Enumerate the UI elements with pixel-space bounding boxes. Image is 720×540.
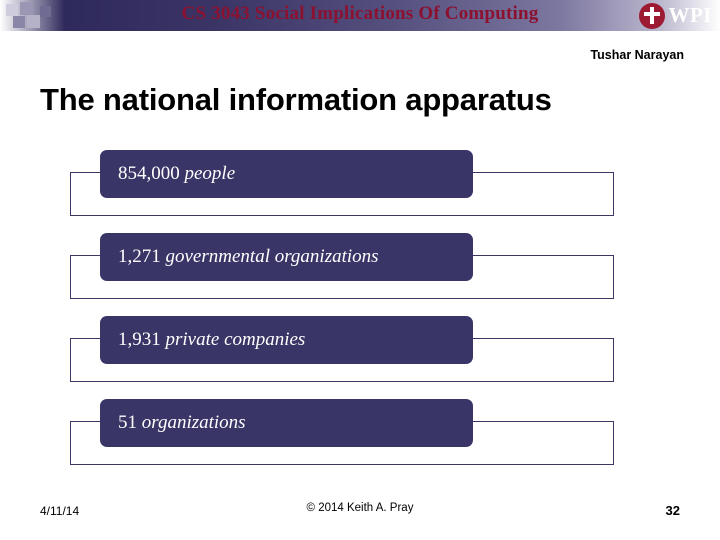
footer-page-number: 32 — [665, 503, 680, 518]
author-name: Tushar Narayan — [590, 48, 684, 62]
wpi-seal-icon — [639, 3, 665, 29]
page-title: The national information apparatus — [40, 82, 552, 117]
list-item-label: private companies — [165, 329, 306, 350]
list-item — [0, 316, 720, 399]
course-title: CS 3043 Social Implications Of Computing — [181, 3, 539, 24]
list-item-label: people — [184, 163, 236, 184]
list-item-label: governmental organizations — [165, 246, 379, 267]
list-item-text — [118, 163, 235, 185]
list-item-text — [118, 412, 246, 434]
chevron-list — [0, 150, 720, 482]
list-item-box — [100, 233, 473, 281]
list-item-label: organizations — [141, 412, 246, 433]
list-item-box — [100, 316, 473, 364]
wpi-wordmark: WPI — [668, 3, 712, 27]
footer-date: 4/11/14 — [40, 504, 80, 518]
list-item — [0, 233, 720, 316]
list-item — [0, 150, 720, 233]
list-item-number: 1,931 — [118, 329, 161, 350]
list-item-text — [118, 246, 379, 268]
list-item-number: 1,271 — [118, 246, 161, 267]
list-item-text — [118, 329, 305, 351]
header-band — [0, 0, 720, 31]
list-item-box — [100, 150, 473, 198]
list-item-number: 51 — [118, 412, 137, 433]
list-item-number: 854,000 — [118, 163, 180, 184]
footer-copyright: © 2014 Keith A. Pray — [306, 502, 414, 514]
list-item-box — [100, 399, 473, 447]
list-item — [0, 399, 720, 482]
wpi-logo — [639, 1, 713, 30]
